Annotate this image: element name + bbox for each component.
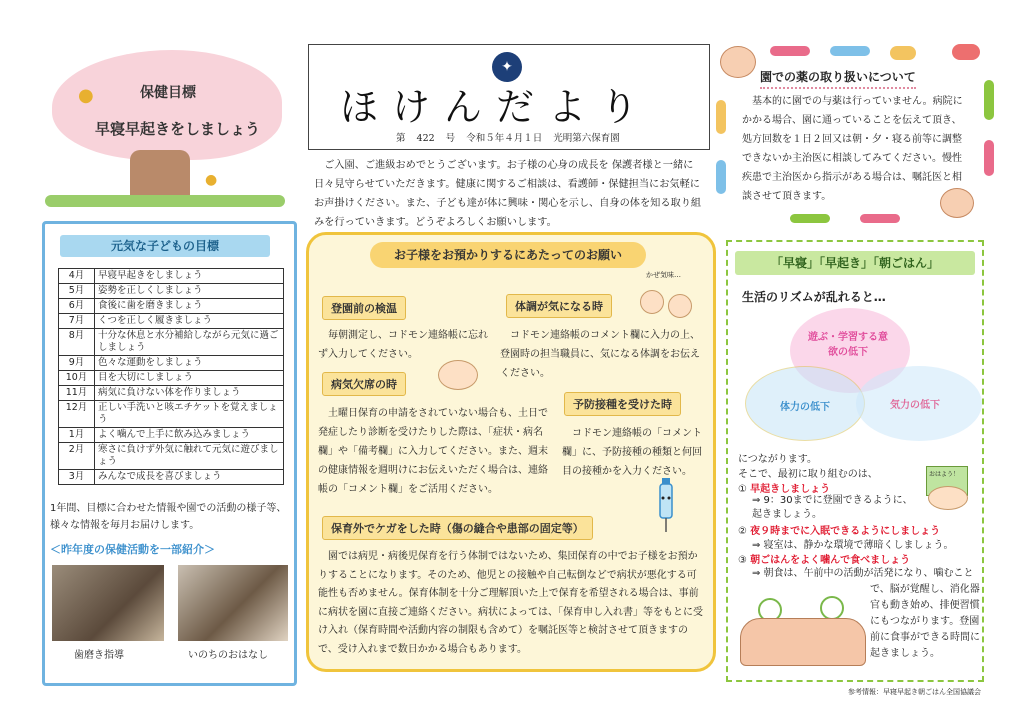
health-goal-text: 早寝早起きをしましょう: [95, 120, 261, 138]
goal-month: 5月: [59, 284, 95, 299]
goal-month: 9月: [59, 356, 95, 371]
capsule-icon: [984, 140, 994, 176]
monthly-goals-table: [58, 268, 284, 485]
goal-text: 寒さに負けず外気に触れて元気に遊びましょう: [95, 443, 284, 470]
section-body-vaccination: コドモン連絡帳の「コメント欄」に、予防接種の種類と何回目の接種かを入力ください。: [562, 428, 702, 477]
clock-icon: [820, 596, 844, 620]
section-title-absence: 病気欠席の時: [322, 372, 406, 396]
previous-activities-title: ＜昨年度の保健活動を一部紹介＞: [50, 543, 215, 556]
goal-text: 正しい手洗いと咳エチケットを覚えましょう: [95, 401, 284, 428]
capsule-icon: [716, 100, 726, 134]
goal-text: 早寝早起きをしましょう: [95, 269, 284, 284]
rhythm-lead2: そこで、最初に取り組むのは、: [738, 469, 878, 480]
intro-paragraph: ご入園、ご進級おめでとうございます。お子様の心身の成長を 保護者様と一緒に日々見守らせていただきます。健康に関するご相談は、看護師・保健担当にお気軽にお声掛けください。また、子ども達が体に興味・関心を示し、自身の体を知る取り組みを行っていきます。どうぞよろしくお願いします。: [314, 160, 702, 228]
good-morning-sign: おはよう！: [926, 466, 968, 496]
goal-month: 3月: [59, 470, 95, 485]
photo-caption: 歯磨き指導: [74, 650, 124, 661]
goal-text: 色々な運動をしましょう: [95, 356, 284, 371]
goal-text: 目を大切にしましょう: [95, 371, 284, 386]
section-body-injury: 園では病児・病後児保育を行う体制ではないため、集団保育の中でお子様をお預かりすることになります。そのため、他児との接触や自己転倒などで病状が悪化する可能性も否めません。保育体制を十分ご理解頂いた上で保育を希望される場合は、事前に病状を園に直接ご連絡ください。病状によっては、「保育申し入れ書」等をもとに受け入れ（保育時間や活動内容の制限も含めて）を嘱託医等と検討させて頂きますので、受け入れまで数日かかる場合もあります。: [318, 551, 703, 655]
goal-row: [59, 401, 284, 428]
goal-month: 11月: [59, 386, 95, 401]
goal-text: 食後に歯を磨きましょう: [95, 299, 284, 314]
toothbrushing-photo: [52, 565, 164, 641]
capsule-icon: [716, 160, 726, 194]
rhythm-banner: 「早寝」「早起き」「朝ごはん」: [735, 251, 975, 275]
goal-row: [59, 299, 284, 314]
goal-text: 病気に負けない体を作りましょう: [95, 386, 284, 401]
section-title-vaccination: 予防接種を受けた時: [564, 392, 681, 416]
capsule-icon: [860, 214, 900, 223]
medicine-title: 園での薬の取り扱いについて: [760, 68, 916, 89]
item-title: 早起きしましょう: [750, 484, 831, 495]
rhythm-item-2-detail: ⇒ 寝室は、静かな環境で薄暗くしましょう。: [752, 540, 954, 551]
reference-note: 参考情報：早寝早起き朝ごはん全国協議会: [848, 688, 981, 696]
goal-text: くつを正しく履きましょう: [95, 314, 284, 329]
syringe-icon: [646, 476, 686, 536]
item-title: 夜９時までに入眠できるようにしましょう: [750, 526, 941, 537]
issue-line: [396, 130, 620, 144]
goal-text: 十分な休息と水分補給しながら元気に過ごしましょう: [95, 329, 284, 356]
children-goals-banner: 元気な子どもの目標: [60, 235, 270, 257]
goal-month: 1月: [59, 428, 95, 443]
grass-illustration: [45, 195, 285, 207]
goal-row: [59, 470, 284, 485]
rhythm-lead1: につながります。: [738, 454, 817, 465]
section-body-condition: コドモン連絡帳のコメント欄に入力の上、登園時の担当職員に、気になる体調をお伝えください。: [500, 330, 700, 379]
venn-label-stamina: 体力の低下: [780, 402, 830, 413]
goal-row: [59, 428, 284, 443]
capsule-icon: [790, 214, 830, 223]
goal-row: [59, 314, 284, 329]
request-banner: お子様をお預かりするにあたってのお願い: [370, 242, 646, 268]
goal-row: [59, 443, 284, 470]
goal-row: [59, 329, 284, 356]
item-detail-text: ⇒ 朝食は、午前中の活動が活発になり、噛むことで、脳が覚醒し、消化器官も動き始め、排便習慣にもつながります。登園前に食事ができる時間に起きましょう。: [752, 568, 980, 659]
tube-icon: [830, 46, 870, 56]
item-number: ①: [738, 484, 747, 495]
waking-child-illustration: [928, 486, 968, 510]
baby-face-icon: [720, 46, 756, 78]
chick-icon: ●: [78, 85, 94, 106]
rhythm-item-1: [738, 480, 830, 495]
goal-month: 4月: [59, 269, 95, 284]
newsletter-title: ほけんだより: [340, 85, 653, 129]
rhythm-item-3: [738, 551, 910, 566]
photo-caption: いのちのおはなし: [188, 650, 268, 661]
goal-text: 姿勢を正しくしましょう: [95, 284, 284, 299]
speech-bubble: かぜ気味…: [646, 271, 681, 279]
sleeping-child-illustration: [740, 618, 866, 666]
section-body-absence: 土曜日保育の申請をされていない場合も、土日で発症したり診断を受けたりした際は、「症状・病名欄」や「備考欄」に入力してください。また、週末の健康情報を週明けにお伝えいただく場合は、連絡帳の「コメント欄」をご活用ください。: [318, 408, 548, 495]
venn-label-motivation: 遊ぶ・学習する意欲の低下: [808, 332, 888, 358]
goal-month: 8月: [59, 329, 95, 356]
goal-month: 12月: [59, 401, 95, 428]
section-title-temperature: 登園前の検温: [322, 296, 406, 320]
school-name: 光明第六保育園: [553, 133, 620, 144]
section-title-injury: 保育外でケガをした時（傷の縫合や患部の固定等）: [322, 516, 593, 540]
goal-row: [59, 386, 284, 401]
goal-month: 6月: [59, 299, 95, 314]
goals-note: 1年間、目標に合わせた情報や園での活動の様子等、様々な情報を毎月お届けします。: [50, 503, 287, 531]
goal-month: 2月: [59, 443, 95, 470]
bottle-icon: [890, 46, 916, 60]
venn-label-energy: 気力の低下: [890, 400, 940, 411]
goal-text: みんなで成長を喜びましょう: [95, 470, 284, 485]
item-number: ③: [738, 555, 747, 566]
goal-row: [59, 284, 284, 299]
item-number: ②: [738, 526, 747, 537]
goal-row: [59, 371, 284, 386]
chick-icon: ●: [205, 172, 218, 188]
life-talk-photo: [178, 565, 288, 641]
section-title-condition: 体調が気になる時: [506, 294, 612, 318]
school-logo-icon: ✦: [492, 52, 522, 82]
health-goal-title: 保健目標: [140, 85, 196, 101]
goal-text: よく噛んで上手に飲み込みましょう: [95, 428, 284, 443]
goal-row: [59, 269, 284, 284]
issue-number: 第 422 号: [396, 133, 456, 144]
medicine-body: 基本的に園での与薬は行っていません。病院にかかる場合、園に通っていることを伝えて頂き、処方回数を１日２回又は朝・夕・寝る前等に調整できないか主治医に相談してみてください。慢性疾患で主治医から指示がある場合は、嘱託医と相談させて頂きます。: [742, 96, 963, 202]
medicine-bottle-icon: [952, 44, 980, 60]
rhythm-item-2: [738, 522, 940, 537]
capsule-icon: [984, 80, 994, 120]
goal-month: 10月: [59, 371, 95, 386]
item-title: 朝ごはんをよく噛んで食べましょう: [750, 555, 911, 566]
sick-child-illustration: [438, 360, 478, 390]
goal-row: [59, 356, 284, 371]
goal-month: 7月: [59, 314, 95, 329]
rhythm-item-1-detail: ⇒ 9：30までに登園できるように、起きましょう。: [752, 495, 913, 520]
rhythm-subtitle: 生活のリズムが乱れると…: [742, 290, 886, 304]
capsule-icon: [770, 46, 810, 56]
issue-date: 令和５年４月１日: [466, 133, 543, 144]
section-body-temperature: 毎朝測定し、コドモン連絡帳に忘れず入力してください。: [318, 330, 488, 360]
